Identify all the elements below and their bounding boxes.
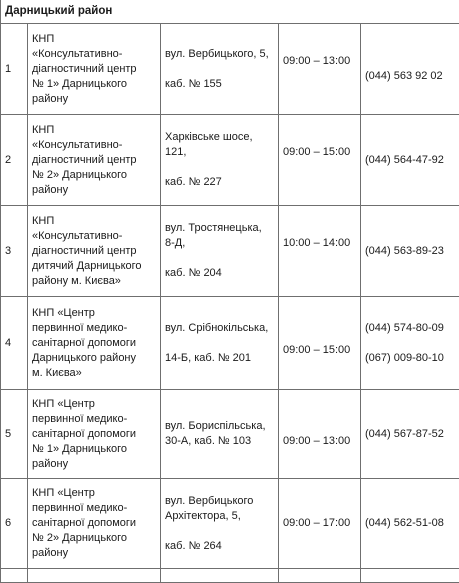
facility-name-line: санітарної допомоги [32,427,158,442]
facility-name-line: Дарницького району [32,351,158,366]
facility-name-line: № 1» Дарницького [32,77,158,92]
working-hours: 09:00 – 17:00 [283,516,358,531]
phone-cell [361,115,459,206]
table-row [1,297,459,390]
room-number [165,351,276,366]
address [165,130,276,160]
phone-number: (044) 564-47-92 [365,153,457,168]
row-number: 6 [1,479,28,569]
address-cell [161,115,279,206]
row-number: 2 [1,115,28,206]
facility-name-line: «Консультативно- [32,47,158,62]
facility-name-line: «Консультативно- [32,138,158,153]
facility-name-line: санітарної допомоги [32,516,158,531]
facility-name-line: району [32,457,158,472]
row-number: 3 [1,206,28,297]
facility-name-cell [28,206,161,297]
table-row [1,24,459,115]
phone-cell [361,479,459,569]
facility-name-line: № 2» Дарницького [32,531,158,546]
room-number [165,77,276,92]
address-line: вул. Тростянецька, [165,221,276,236]
working-hours: 09:00 – 15:00 [283,343,358,358]
phone-number: (044) 567-87-52 [365,427,457,442]
facility-name-line: КНП [32,214,158,229]
phone-cell [361,297,459,390]
facility-name-line: КНП [32,123,158,138]
facility-name-cell [28,479,161,569]
facility-name-line: діагностичний центр [32,62,158,77]
address [165,221,276,251]
row-number: 1 [1,24,28,115]
room-number-line: каб. № 204 [165,266,276,281]
facility-name-line: діагностичний центр [32,244,158,259]
facility-name-line: «Консультативно- [32,229,158,244]
hours-cell [279,24,361,115]
facility-name-line: первинної медико- [32,321,158,336]
facility-name-line: первинної медико- [32,501,158,516]
address-cell [161,479,279,569]
address-line: Архітектора, 5, [165,509,276,524]
facility-name-line: санітарної допомоги [32,336,158,351]
address-line: вул. Вербицького [165,494,276,509]
phone-cell [361,24,459,115]
room-number-line: каб. № 155 [165,77,276,92]
phone-cell [361,206,459,297]
table-row [1,206,459,297]
address-line: 30-А, каб. № 103 [165,434,276,449]
facility-name [32,214,158,289]
facility-name-line: району м. Києва» [32,274,158,289]
table-row [1,115,459,206]
working-hours: 09:00 – 15:00 [283,145,358,160]
facility-name-line: первинної медико- [32,412,158,427]
address-cell [161,390,279,479]
district-header-row [1,0,459,24]
room-number-line: каб. № 264 [165,539,276,554]
facility-name-cell [28,297,161,390]
phone-number: (044) 562-51-08 [365,516,457,531]
facility-name-line: КНП [32,32,158,47]
facility-name-line: дитячий Дарницького [32,259,158,274]
district-title: Дарницький район [1,0,459,24]
phone-number: (044) 563 92 02 [365,69,457,84]
address-line: 8-Д, [165,236,276,251]
table-row [1,390,459,479]
facility-name [32,32,158,107]
facility-name [32,123,158,198]
facility-name-line: району [32,546,158,561]
room-number-line: каб. № 227 [165,175,276,190]
hours-cell [279,297,361,390]
phone-number: (044) 563-89-23 [365,244,457,259]
facility-name-line: району [32,92,158,107]
address-cell [161,206,279,297]
facility-name-line: району [32,183,158,198]
facility-name-line: м. Києва» [32,366,158,381]
facility-name-line: № 1» Дарницького [32,442,158,457]
room-number [165,266,276,281]
address-line: 121, [165,145,276,160]
facility-name [32,306,158,381]
facility-name [32,397,158,472]
address [165,321,276,336]
table-row [1,479,459,569]
address [165,494,276,524]
room-number [165,175,276,190]
phone-number: (067) 009-80-10 [365,351,457,366]
hours-cell [279,479,361,569]
facility-name-cell [28,390,161,479]
facility-name-line: КНП «Центр [32,306,158,321]
facility-name [32,486,158,561]
address-line: Харківське шосе, [165,130,276,145]
facility-name-line: КНП «Центр [32,486,158,501]
address-line: вул. Бориспільська, [165,419,276,434]
facility-name-cell [28,115,161,206]
hours-cell [279,115,361,206]
hours-cell [279,390,361,479]
facility-name-line: № 2» Дарницького [32,168,158,183]
address [165,47,276,62]
facility-name-line: КНП «Центр [32,397,158,412]
working-hours: 09:00 – 13:00 [283,434,358,449]
address-cell [161,24,279,115]
room-number-line: 14-Б, каб. № 201 [165,351,276,366]
hours-cell [279,206,361,297]
address-line: вул. Срібнокільська, [165,321,276,336]
facility-name-line: діагностичний центр [32,153,158,168]
row-number: 5 [1,390,28,479]
row-number: 4 [1,297,28,390]
address [165,419,276,449]
facility-name-cell [28,24,161,115]
working-hours: 10:00 – 14:00 [283,236,358,251]
address-line: вул. Вербицького, 5, [165,47,276,62]
phone-cell [361,390,459,479]
phone-number: (044) 574-80-09 [365,321,457,336]
address-cell [161,297,279,390]
working-hours: 09:00 – 13:00 [283,54,358,69]
room-number [165,539,276,554]
